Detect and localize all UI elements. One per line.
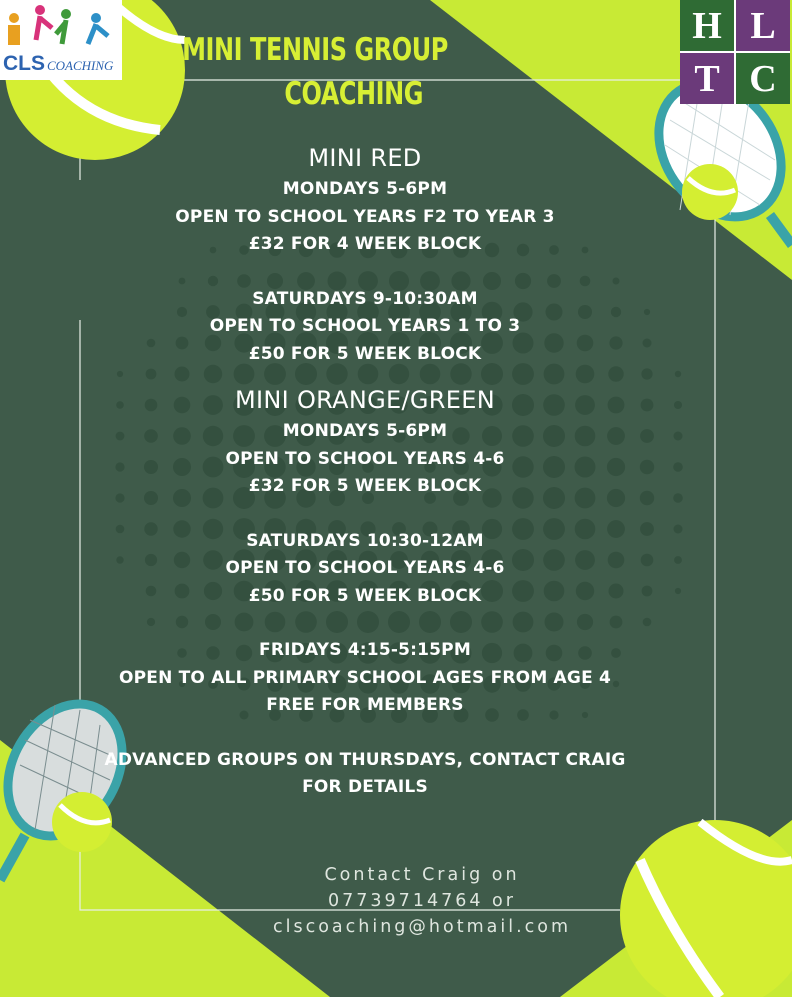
schedule-line: OPEN TO SCHOOL YEARS 4-6 bbox=[225, 558, 505, 578]
schedule-block bbox=[60, 286, 670, 369]
contact-line: Contact Craig on bbox=[324, 865, 520, 885]
contact-phone: 07739714764 or bbox=[328, 891, 516, 911]
schedule-line: £50 FOR 5 WEEK BLOCK bbox=[248, 585, 482, 606]
schedule-line: FOR DETAILS bbox=[302, 777, 428, 797]
schedule-line: FREE FOR MEMBERS bbox=[266, 695, 464, 715]
schedule-block bbox=[60, 528, 670, 611]
schedule-line: £32 FOR 5 WEEK BLOCK bbox=[248, 476, 482, 496]
schedule-line: FRIDAYS 4:15-5:15PM bbox=[259, 640, 471, 660]
hltc-letter: T bbox=[680, 53, 734, 104]
title-line-1: MINI TENNIS GROUP bbox=[182, 32, 448, 68]
schedule-line: MONDAYS 5-6PM bbox=[282, 421, 448, 441]
contact-email: clscoaching@hotmail.com bbox=[272, 917, 572, 937]
schedule-block bbox=[60, 637, 670, 720]
halftone-dot bbox=[673, 493, 683, 503]
halftone-dot bbox=[673, 462, 683, 472]
poster-title bbox=[173, 28, 457, 116]
hltc-logo bbox=[680, 0, 790, 104]
title-line-2: COACHING bbox=[284, 76, 424, 112]
section-title-mini-red: MINI RED bbox=[308, 144, 422, 172]
schedule-line: £50 FOR 5 WEEK BLOCK bbox=[248, 343, 482, 364]
schedule-line: OPEN TO SCHOOL YEARS 1 TO 3 bbox=[209, 316, 521, 336]
halftone-dot bbox=[674, 525, 683, 534]
schedule-line: OPEN TO ALL PRIMARY SCHOOL AGES FROM AGE 4 bbox=[118, 667, 612, 688]
halftone-dot bbox=[675, 588, 681, 594]
cls-coaching-logo bbox=[0, 0, 122, 80]
cls-logo-name: CLS bbox=[3, 52, 45, 75]
schedule-line: OPEN TO SCHOOL YEARS 4-6 bbox=[225, 448, 505, 469]
schedule-line: OPEN TO SCHOOL YEARS F2 TO YEAR 3 bbox=[175, 206, 555, 227]
schedule-block bbox=[60, 418, 670, 501]
children-sport-figures-icon bbox=[0, 0, 122, 56]
hltc-letter: C bbox=[736, 53, 790, 104]
schedule-line: £32 FOR 4 WEEK BLOCK bbox=[248, 234, 482, 254]
cls-logo-subtitle: COACHING bbox=[47, 58, 114, 73]
schedule-line: SATURDAYS 10:30-12AM bbox=[246, 530, 484, 551]
halftone-dot bbox=[674, 401, 682, 409]
hltc-letter: L bbox=[736, 0, 790, 51]
hltc-letter: H bbox=[680, 0, 734, 51]
schedule-line: MONDAYS 5-6PM bbox=[282, 179, 448, 199]
halftone-dot bbox=[674, 556, 682, 564]
schedule-content bbox=[60, 140, 670, 802]
section-title-mini-orange-green: MINI ORANGE/GREEN bbox=[235, 386, 495, 414]
schedule-line: ADVANCED GROUPS ON THURSDAYS, CONTACT CRAIG bbox=[104, 749, 626, 770]
halftone-dot bbox=[675, 371, 681, 377]
schedule-line: SATURDAYS 9-10:30AM bbox=[252, 288, 478, 309]
halftone-dot bbox=[674, 432, 683, 441]
contact-info bbox=[232, 862, 612, 940]
schedule-block-advanced bbox=[60, 747, 670, 802]
schedule-block bbox=[60, 176, 670, 259]
